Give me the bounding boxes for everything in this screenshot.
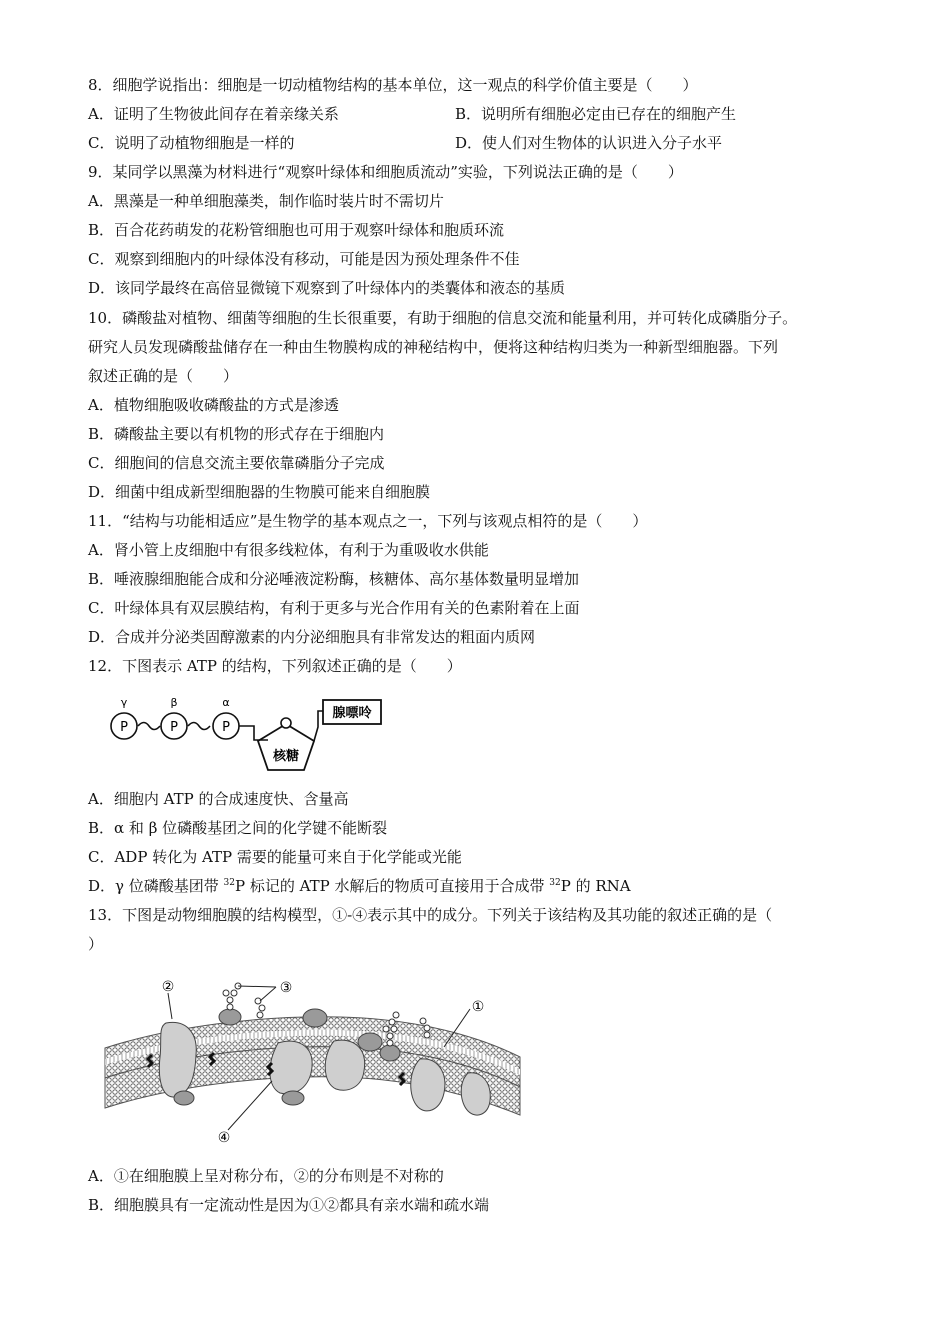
- beta-p-label: P: [170, 720, 178, 735]
- q12-d-text-3: P 的 RNA: [560, 877, 631, 895]
- adenine-label: 腺嘌呤: [332, 706, 372, 721]
- cholesterol: [268, 1063, 272, 1075]
- q11-stem: 11．“结构与功能相适应”是生物学的基本观点之一，下列与该观点相符的是（ ）: [88, 512, 648, 530]
- q13-stem-line2: ）: [88, 935, 104, 953]
- q9-option-c: C．观察到细胞内的叶绿体没有移动，可能是因为预处理条件不佳: [88, 250, 520, 268]
- q9-stem: 9．某同学以黑藻为材料进行“观察叶绿体和细胞质流动”实验，下列说法正确的是（ ）: [88, 163, 683, 181]
- q10-stem-line3: 叙述正确的是（ ）: [88, 367, 239, 385]
- peripheral-protein: [358, 1033, 382, 1051]
- q10-option-d: D．细菌中组成新型细胞器的生物膜可能来自细胞膜: [88, 483, 431, 501]
- peripheral-protein: [174, 1091, 194, 1105]
- q12-stem: 12．下图表示 ATP 的结构，下列叙述正确的是（ ）: [88, 657, 462, 675]
- q8-option-c: C．说明了动植物细胞是一样的: [88, 134, 295, 152]
- cholesterol: [148, 1055, 152, 1067]
- q9-option-d: D．该同学最终在高倍显微镜下观察到了叶绿体内的类囊体和液态的基质: [88, 279, 566, 297]
- q10-stem-line1: 10．磷酸盐对植物、细菌等细胞的生长很重要，有助于细胞的信息交流和能量利用，并可转化成磷脂分子。: [88, 309, 798, 327]
- q8-option-d: D．使人们对生物体的认识进入分子水平: [455, 134, 723, 152]
- high-energy-bond-2: [188, 723, 210, 730]
- isotope-superscript-1: 32: [223, 878, 235, 888]
- q13-option-b: B．细胞膜具有一定流动性是因为①②都具有亲水端和疏水端: [88, 1196, 490, 1214]
- q11-option-c: C．叶绿体具有双层膜结构，有利于更多与光合作用有关的色素附着在上面: [88, 599, 580, 617]
- q12-option-b: B．α 和 β 位磷酸基团之间的化学键不能断裂: [88, 819, 388, 837]
- q10-option-b: B．磷酸盐主要以有机物的形式存在于细胞内: [88, 425, 385, 443]
- isotope-superscript-2: 32: [549, 878, 561, 888]
- leader-line-3a: [238, 986, 276, 987]
- q9-option-b: B．百合花药萌发的花粉管细胞也可用于观察叶绿体和胞质环流: [88, 221, 505, 239]
- q12-d-text-1: D．γ 位磷酸基团带: [88, 877, 224, 895]
- label-4: ④: [217, 1130, 231, 1146]
- ribose-oxygen: [281, 718, 291, 728]
- cell-membrane-figure: [100, 975, 525, 1150]
- q8-stem: 8．细胞学说指出：细胞是一切动植物结构的基本单位，这一观点的科学价值主要是（ ）: [88, 76, 698, 94]
- label-2: ②: [161, 979, 175, 995]
- q9-option-a: A．黑藻是一种单细胞藻类，制作临时装片时不需切片: [88, 192, 444, 210]
- q11-option-b: B．唾液腺细胞能合成和分泌唾液淀粉酶，核糖体、高尔基体数量明显增加: [88, 570, 580, 588]
- q12-option-c: C．ADP 转化为 ATP 需要的能量可来自于化学能或光能: [88, 848, 462, 866]
- peripheral-protein: [219, 1009, 241, 1025]
- cholesterol: [400, 1073, 404, 1085]
- cholesterol: [210, 1053, 214, 1065]
- q8-option-b: B．说明所有细胞必定由已存在的细胞产生: [455, 105, 737, 123]
- q11-option-d: D．合成并分泌类固醇激素的内分泌细胞具有非常发达的粗面内质网: [88, 628, 536, 646]
- ribose-adenine-link: [314, 711, 323, 741]
- leader-line-2: [168, 993, 172, 1019]
- peripheral-protein: [282, 1091, 304, 1105]
- leader-line-4: [228, 1081, 272, 1130]
- q13-option-a: A．①在细胞膜上呈对称分布，②的分布则是不对称的: [88, 1167, 444, 1185]
- transmembrane-protein-a: [270, 1041, 312, 1094]
- q12-option-a: A．细胞内 ATP 的合成速度快、含量高: [88, 790, 349, 808]
- q13-stem-line1: 13．下图是动物细胞膜的结构模型，①-④表示其中的成分。下列关于该结构及其功能的叙述正确的是（: [88, 906, 773, 924]
- label-3: ③: [279, 980, 293, 996]
- gamma-symbol: γ: [120, 696, 128, 709]
- q12-d-text-2: P 标记的 ATP 水解后的物质可直接用于合成带: [234, 877, 550, 895]
- alpha-symbol: α: [222, 696, 230, 709]
- q12-option-d: [88, 875, 631, 897]
- transmembrane-protein-c: [411, 1059, 445, 1111]
- q8-option-a: A．证明了生物彼此间存在着亲缘关系: [88, 105, 339, 123]
- peripheral-protein: [303, 1009, 327, 1027]
- q10-stem-line2: 研究人员发现磷酸盐储存在一种由生物膜构成的神秘结构中，便将这种结构归类为一种新型细胞器。下列: [88, 338, 779, 356]
- transmembrane-protein-b: [325, 1040, 364, 1090]
- q10-option-c: C．细胞间的信息交流主要依靠磷脂分子完成: [88, 454, 385, 472]
- ribose-label: 核糖: [272, 749, 300, 764]
- gamma-p-label: P: [120, 720, 128, 735]
- high-energy-bond-1: [138, 723, 160, 730]
- alpha-p-label: P: [222, 720, 230, 735]
- q11-option-a: A．肾小管上皮细胞中有很多线粒体，有利于为重吸收水供能: [88, 541, 489, 559]
- q10-option-a: A．植物细胞吸收磷酸盐的方式是渗透: [88, 396, 339, 414]
- atp-structure-figure: [100, 690, 400, 780]
- glycoprotein-chain: [223, 983, 241, 1010]
- peripheral-protein: [380, 1045, 400, 1061]
- leader-line-3b: [260, 987, 276, 1001]
- label-1: ①: [471, 999, 485, 1015]
- beta-symbol: β: [170, 696, 178, 709]
